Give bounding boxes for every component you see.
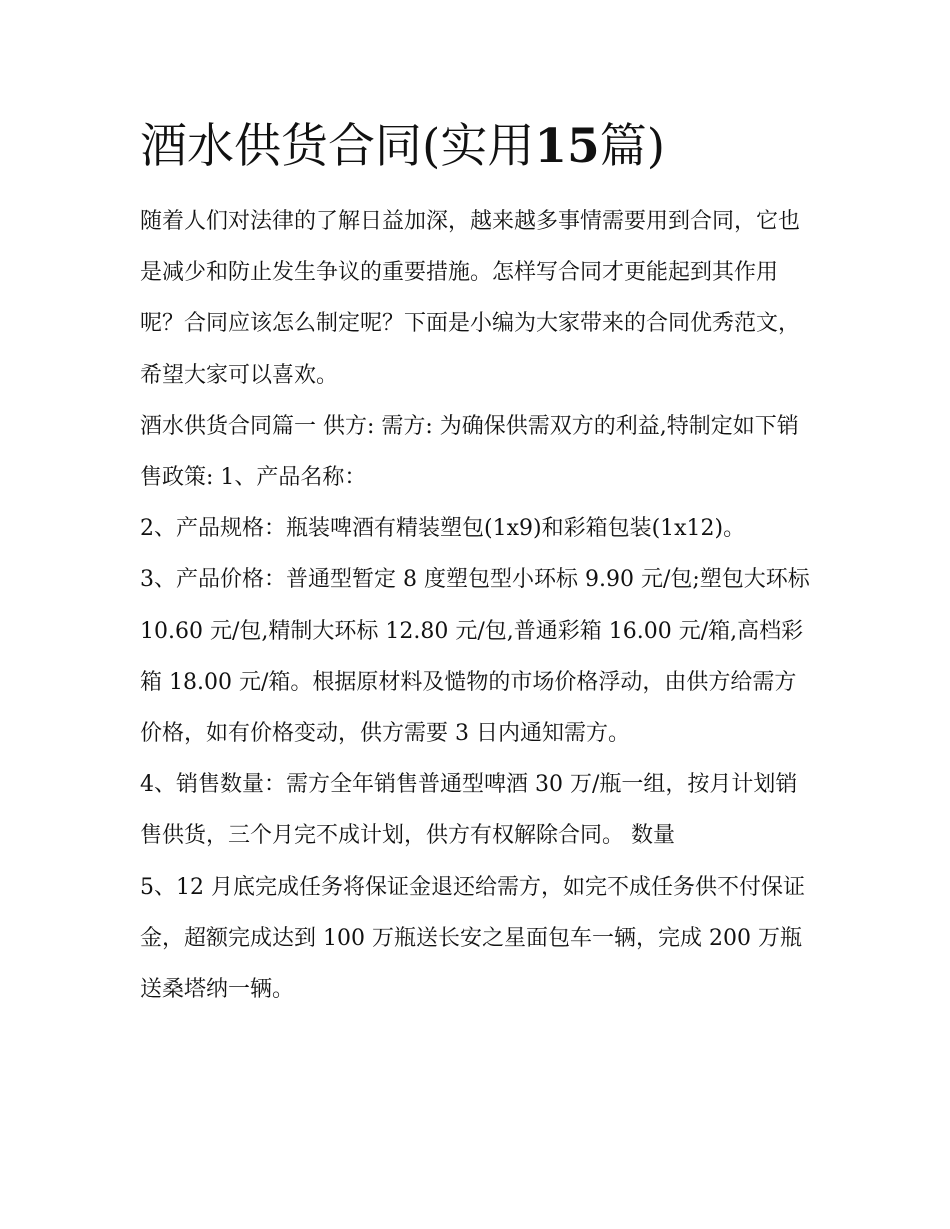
title-number: 15 (534, 119, 600, 174)
clause-product-spec: 2、产品规格：瓶装啤酒有精装塑包(1x9)和彩箱包装(1x12)。 (140, 516, 746, 542)
title-prefix: 酒水供货合同(实用 (140, 119, 535, 174)
contract-heading-paragraph: 酒水供货合同篇一 供方: 需方: 为确保供需双方的利益,特制定如下销售政策: 1、产品名称： (140, 413, 799, 491)
clause-deposit-reward: 5、12 月底完成任务将保证金退还给需方，如完不成任务供不付保证金，超额完成达到 100 万瓶送长安之星面包车一辆，完成 200 万瓶送桑塔纳一辆。 (140, 874, 805, 1003)
clause-sales-quantity: 4、销售数量：需方全年销售普通型啤酒 30 万/瓶一组，按月计划销售供货，三个月完不成计划，供方有权解除合同。 数量 (140, 772, 798, 849)
document-page (140, 112, 812, 1015)
clause-product-price: 3、产品价格：普通型暂定 8 度塑包型小环标 9.90 元/包;塑包大环标 10.60 元/包,精制大环标 12.80 元/包,普通彩箱 16.00 元/箱,高档彩箱 18.00 元/箱。根据原材料及慥物的市场价格浮动，由供方给需方价格，如有价格变动，供方需要 3 日内通知需方。 (140, 567, 810, 747)
document-title (140, 112, 812, 182)
intro-paragraph: 随着人们对法律的了解日益加深，越来越多事情需要用到合同，它也是减少和防止发生争议的重要措施。怎样写合同才更能起到其作用呢？合同应该怎么制定呢？下面是小编为大家带来的合同优秀范文，希望大家可以喜欢。 (140, 209, 801, 388)
title-suffix: 篇) (599, 119, 666, 174)
